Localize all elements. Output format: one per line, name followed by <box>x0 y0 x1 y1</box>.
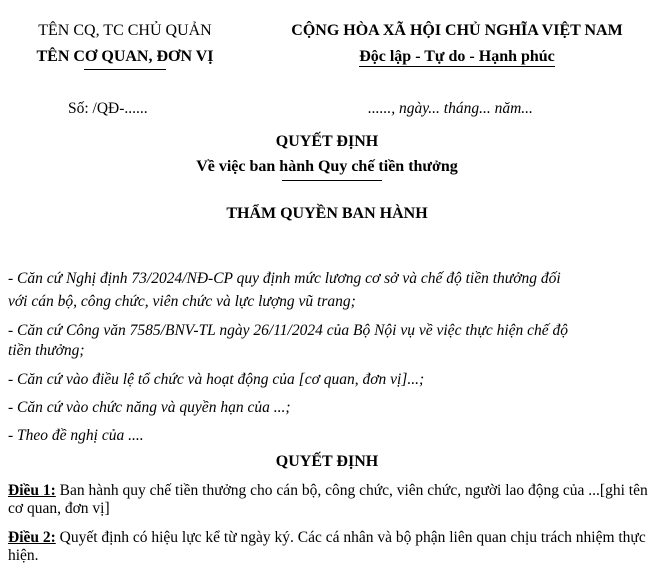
basis-line: - Theo đề nghị của .... <box>8 427 144 444</box>
agency-name: TÊN CƠ QUAN, ĐƠN VỊ <box>36 48 214 65</box>
article-1-label: Điều 1: <box>8 482 56 499</box>
basis-line: với cán bộ, công chức, viên chức và lực lượng vũ trang; <box>8 293 356 310</box>
basis-line: - Căn cứ vào chức năng và quyền hạn của ...; <box>8 399 291 416</box>
basis-line: tiền thưởng; <box>8 342 85 359</box>
document-date: ......, ngày... tháng... năm... <box>368 100 533 117</box>
national-motto-text: Độc lập - Tự do - Hạnh phúc <box>359 48 555 65</box>
article-1 <box>8 482 648 518</box>
document-number: Số: /QĐ-...... <box>68 100 148 117</box>
decision-heading: QUYẾT ĐỊNH <box>275 453 379 470</box>
article-2-text: Quyết định có hiệu lực kể từ ngày ký. Các cá nhân và bộ phận liên quan chịu trách nhiệm thực hiện. <box>8 529 646 564</box>
subject-underline <box>282 180 382 181</box>
national-motto <box>272 48 642 66</box>
national-title: CỘNG HÒA XÃ HỘI CHỦ NGHĨA VIỆT NAM <box>291 22 623 39</box>
issuing-authority: THẨM QUYỀN BAN HÀNH <box>226 205 428 222</box>
basis-line: - Căn cứ Nghị định 73/2024/NĐ-CP quy định mức lương cơ sở và chế độ tiền thưởng đối <box>8 270 561 287</box>
basis-line: - Căn cứ Công văn 7585/BNV-TL ngày 26/11/2024 của Bộ Nội vụ về việc thực hiện chế độ <box>8 322 569 339</box>
article-1-text: Ban hành quy chế tiền thưởng cho cán bộ, công chức, viên chức, người lao động của ...[ghi tên cơ quan, đơn vị] <box>8 482 648 517</box>
decision-title: QUYẾT ĐỊNH <box>275 133 379 150</box>
parent-agency-name: TÊN CQ, TC CHỦ QUẢN <box>38 22 212 39</box>
basis-line: - Căn cứ vào điều lệ tổ chức và hoạt động của [cơ quan, đơn vị]...; <box>8 371 425 388</box>
agency-underline <box>84 69 166 70</box>
decision-subject: Về việc ban hành Quy chế tiền thưởng <box>196 158 458 175</box>
article-2-label: Điều 2: <box>8 529 56 546</box>
article-2 <box>8 529 648 565</box>
